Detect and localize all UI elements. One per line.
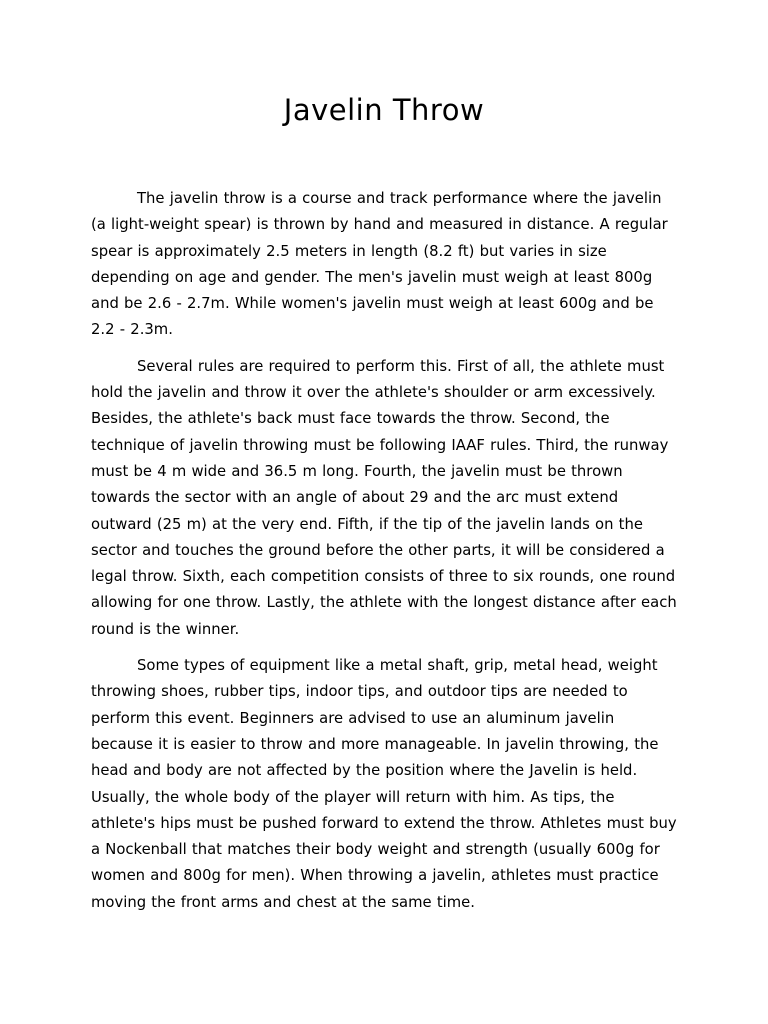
paragraph-rules: Several rules are required to perform this. First of all, the athlete must hold the javelin and throw it over the athlete's shoulder or arm excessively. Besides, the athlete's back must face towards the throw. Second, the technique of javelin throwing must be following IAAF rules. Third, the runway must be 4 m wide and 36.5 m long. Fourth, the javelin must be thrown towards the sector with an angle of about 29 and the arc must extend outward (25 m) at the very end. Fifth, if the tip of the javelin lands on the sector and touches the ground before the other parts, it will be considered a legal throw. Sixth, each competition consists of three to six rounds, one round allowing for one throw. Lastly, the athlete with the longest distance after each round is the winner.	[91, 357, 677, 638]
paragraph-equipment: Some types of equipment like a metal shaft, grip, metal head, weight throwing shoes, rubber tips, indoor tips, and outdoor tips are needed to perform this event. Beginners are advised to use an aluminum javelin because it is easier to throw and more manageable. In javelin throwing, the head and body are not affected by the position where the Javelin is held. Usually, the whole body of the player will return with him. As tips, the athlete's hips must be pushed forward to extend the throw. Athletes must buy a Nockenball that matches their body weight and strength (usually 600g for women and 800g for men). When throwing a javelin, athletes must practice moving the front arms and chest at the same time.	[91, 657, 677, 911]
document-title: Javelin Throw	[283, 93, 485, 127]
document-body	[91, 186, 679, 926]
paragraph-intro: The javelin throw is a course and track performance where the javelin (a light-weight spear) is thrown by hand and measured in distance. A regular spear is approximately 2.5 meters in length (8.2 ft) but varies in size depending on age and gender. The men's javelin must weigh at least 800g and be 2.6 - 2.7m. While women's javelin must weigh at least 600g and be 2.2 - 2.3m.	[91, 190, 668, 339]
